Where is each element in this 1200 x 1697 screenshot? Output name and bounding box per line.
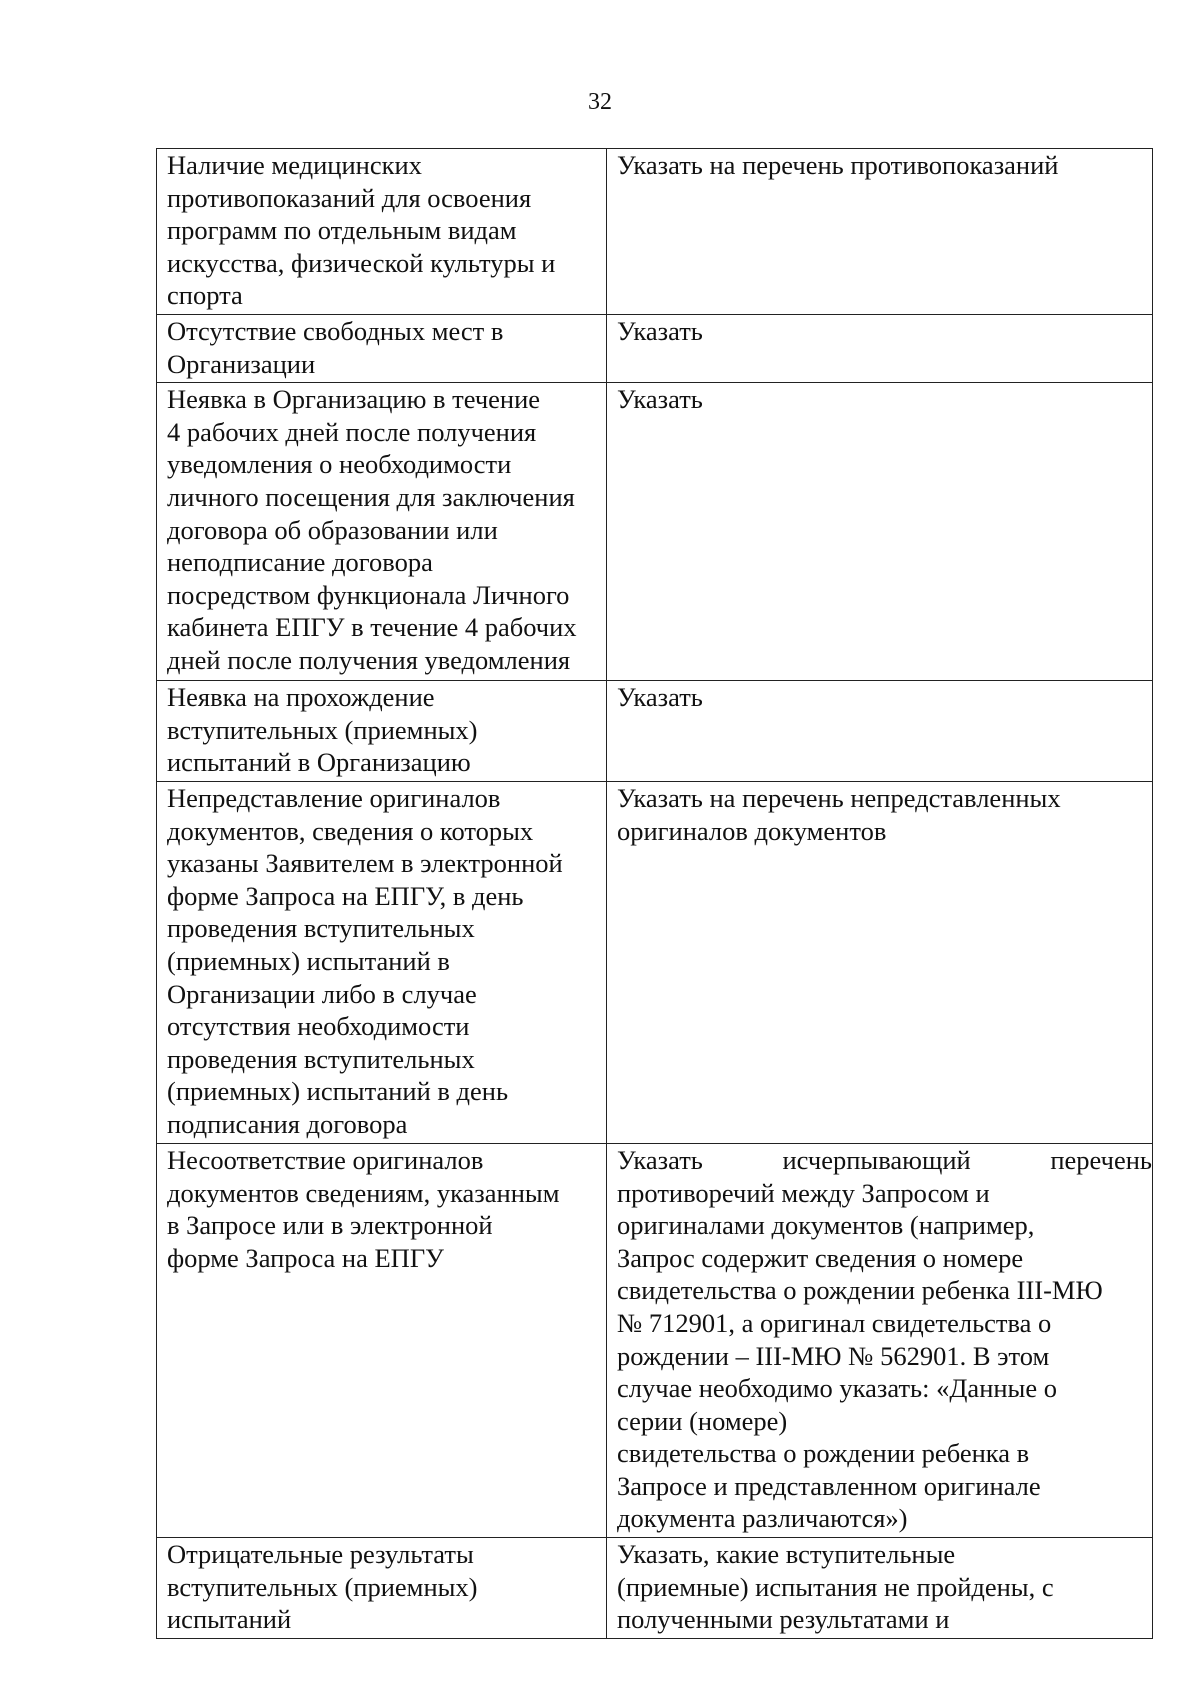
action-cell xyxy=(607,781,1153,1143)
table-row xyxy=(157,681,1153,782)
action-cell xyxy=(607,1143,1153,1537)
reason-cell xyxy=(157,781,607,1143)
action-cell xyxy=(607,681,1153,782)
action-cell xyxy=(607,383,1153,681)
reason-text: Неявка в Организацию в течение 4 рабочих дней после получения уведомления о необходимости личного посещения для заключения договора об образовании или неподписание договора посредством функционала Личного кабинета ЕПГУ в течение 4 рабочих дней после получения уведомления xyxy=(167,384,577,675)
reason-text: Отрицательные результаты вступительных (приемных) испытаний xyxy=(167,1539,478,1635)
reason-text: Несоответствие оригиналов документов сведениям, указанным в Запросе или в электронной форме Запроса на ЕПГУ xyxy=(167,1144,560,1273)
table-row xyxy=(157,383,1153,681)
action-text: Указать на перечень непредставленных оригиналов документов xyxy=(617,782,1061,846)
action-first-line: Указать исчерпывающий перечень xyxy=(617,1144,1152,1175)
page-number: 32 xyxy=(588,89,612,115)
reason-cell xyxy=(157,681,607,782)
table-row xyxy=(157,1143,1153,1537)
reason-cell xyxy=(157,383,607,681)
reason-text: Отсутствие свободных мест в Организации xyxy=(167,315,504,379)
refusal-reasons-table xyxy=(156,148,1153,1639)
table-row xyxy=(157,149,1153,315)
table-row xyxy=(157,314,1153,382)
reason-cell xyxy=(157,1143,607,1537)
action-cell xyxy=(607,314,1153,382)
action-text: Указать на перечень противопоказаний xyxy=(617,150,1059,180)
action-text: противоречий между Запросом и оригиналами документов (например, Запрос содержит сведения о номере свидетельства о рождении ребенка III-МЮ № 712901, а оригинал свидетельства о рождении – III-МЮ № 562901. В этом случае необходимо указать: «Данные о серии (номере) свидетельства о рождении ребенка в Запросе и представленном оригинале документа различаются») xyxy=(617,1177,1103,1534)
action-text: Указать xyxy=(617,384,703,415)
reason-cell xyxy=(157,1538,607,1639)
table-row xyxy=(157,1538,1153,1639)
reason-text: Неявка на прохождение вступительных (приемных) испытаний в Организацию xyxy=(167,682,478,778)
reason-cell xyxy=(157,149,607,315)
action-text: Указать, какие вступительные (приемные) испытания не пройдены, с полученными результатами и xyxy=(617,1539,1054,1635)
action-text: Указать xyxy=(617,682,703,713)
reason-text: Наличие медицинских противопоказаний для освоения программ по отдельным видам искусства, физической культуры и спорта xyxy=(167,150,556,311)
reason-cell xyxy=(157,314,607,382)
action-cell xyxy=(607,149,1153,315)
reason-text: Непредставление оригиналов документов, сведения о которых указаны Заявителем в электронной форме Запроса на ЕПГУ, в день проведения вступительных (приемных) испытаний в Организации либо в случае отсутствия необходимости проведения вступительных (приемных) испытаний в день подписания договора xyxy=(167,782,563,1139)
table-row xyxy=(157,781,1153,1143)
action-text: Указать xyxy=(617,315,703,346)
action-cell xyxy=(607,1538,1153,1639)
